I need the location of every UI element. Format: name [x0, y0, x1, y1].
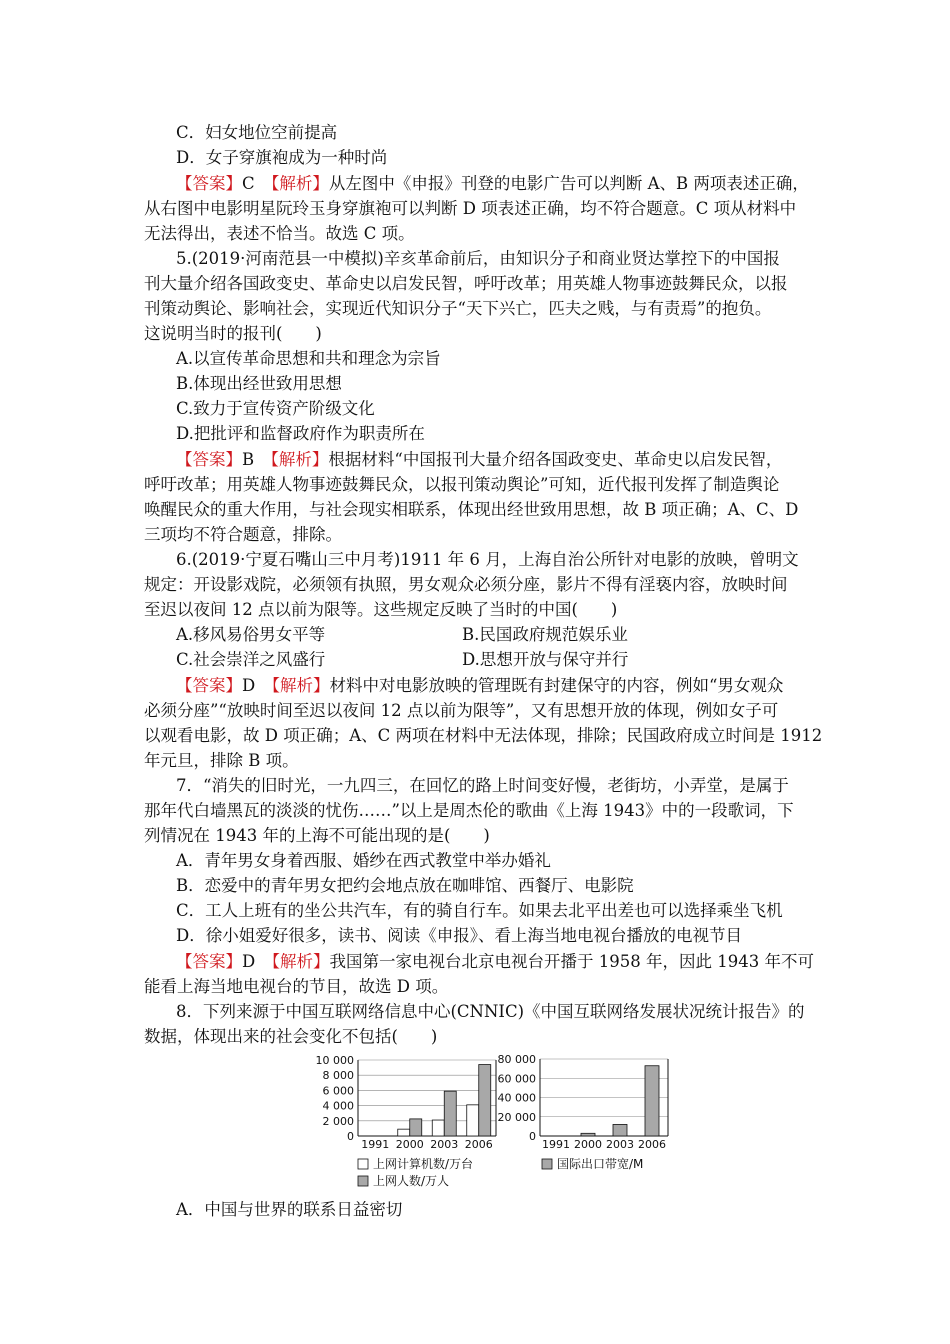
question-7-stem: 那年代白墙黑瓦的淡淡的忧伤……”以上是周杰伦的歌曲《上海 1943》中的一段歌词，下	[144, 801, 794, 820]
analysis-text: 无法得出，表述不恰当。故选 C 项。	[144, 224, 415, 243]
analysis-tag: 【解析】	[270, 450, 329, 469]
q4-option-c: C．妇女地位空前提高	[176, 123, 338, 142]
y-tick-label: 10 000	[315, 1054, 354, 1067]
analysis-text: 唤醒民众的重大作用，与社会现实相联系，体现出经世致用思想，故 B 项正确；A、C、D	[144, 500, 799, 519]
answer-value: C	[242, 174, 255, 193]
question-5-stem: 5.(2019·河南范县一中模拟)辛亥革命前后，由知识分子和商业贤达掌控下的中国报	[176, 249, 780, 268]
x-tick-label: 2006	[638, 1138, 666, 1151]
answer-tag: 【答案】	[176, 952, 242, 971]
analysis-text: 以观看电影，故 D 项正确；A、C 两项在材料中无法体现，排除；民国政府成立时间是 1912	[144, 726, 823, 745]
analysis-text: 材料中对电影放映的管理既有封建保守的内容，例如“男女观众	[329, 676, 784, 695]
q6-option-b: B.民国政府规范娱乐业	[462, 625, 628, 644]
y-tick-label: 40 000	[497, 1091, 536, 1105]
answer-tag: 【答案】	[176, 450, 242, 469]
legend-label: 国际出口带宽/M	[557, 1157, 644, 1171]
y-tick-label: 6 000	[322, 1084, 354, 1098]
question-6-stem: 至迟以夜间 12 点以前为限等。这些规定反映了当时的中国( )	[144, 600, 618, 619]
question-5-stem: 这说明当时的报刊( )	[144, 324, 322, 343]
answer-tag: 【答案】	[176, 174, 242, 193]
analysis-text: 三项均不符合题意，排除。	[144, 525, 342, 544]
x-tick-label: 2000	[395, 1138, 424, 1151]
bar	[467, 1105, 479, 1136]
x-tick-label: 2006	[464, 1138, 493, 1151]
x-tick-label: 2000	[574, 1138, 602, 1151]
legend-swatch	[542, 1159, 552, 1169]
q6-option-a: A.移风易俗男女平等	[176, 625, 326, 644]
q4-option-d: D．女子穿旗袍成为一种时尚	[176, 148, 388, 167]
question-8-stem: 数据，体现出来的社会变化不包括( )	[144, 1027, 438, 1046]
q6-option-c: C.社会崇洋之风盛行	[176, 650, 326, 669]
q5-option-c: C.致力于宣传资产阶级文化	[176, 399, 375, 418]
analysis-text: 必须分座”“放映时间至迟以夜间 12 点以前为限等”，又有思想开放的体现，例如女子可	[144, 701, 779, 720]
analysis-tag: 【解析】	[271, 952, 330, 971]
question-5-stem: 刊大量介绍各国政变史、革命史以启发民智，呼吁改革；用英雄人物事迹鼓舞民众，以报	[144, 274, 788, 293]
q4-answer-line	[176, 174, 809, 194]
y-tick-label: 60 000	[497, 1072, 536, 1086]
question-8-stem: 8．下列来源于中国互联网络信息中心(CNNIC)《中国互联网络发展状况统计报告》的	[176, 1002, 805, 1021]
y-tick-label: 20 000	[497, 1110, 536, 1124]
question-6-stem: 规定：开设影戏院，必须领有执照，男女观众必须分座，影片不得有淫亵内容，放映时间	[144, 575, 788, 594]
question-7-stem: 列情况在 1943 年的上海不可能出现的是( )	[144, 826, 490, 845]
q7-option-c: C．工人上班有的坐公共汽车，有的骑自行车。如果去北平出差也可以选择乘坐飞机	[176, 901, 783, 920]
legend-label: 上网人数/万人	[373, 1174, 450, 1188]
q7-option-b: B．恋爱中的青年男女把约会地点放在咖啡馆、西餐厅、电影院	[176, 876, 634, 895]
bar	[410, 1119, 422, 1136]
legend-label: 上网计算机数/万台	[373, 1157, 474, 1171]
question-7-stem: 7．“消失的旧时光，一九四三，在回忆的路上时间变好慢，老街坊，小弄堂，是属于	[176, 776, 789, 795]
x-tick-label: 1991	[542, 1138, 570, 1151]
y-tick-label: 80 000	[497, 1053, 536, 1066]
y-tick-label: 0	[529, 1130, 536, 1143]
q7-answer-line	[176, 952, 814, 972]
analysis-tag: 【解析】	[271, 676, 330, 695]
analysis-text: 年元旦，排除 B 项。	[144, 751, 299, 770]
analysis-text: 我国第一家电视台北京电视台开播于 1958 年，因此 1943 年不可	[329, 952, 814, 971]
q7-option-a: A．青年男女身着西服、婚纱在西式教堂中举办婚礼	[176, 851, 551, 870]
q5-answer-line	[176, 450, 782, 470]
x-tick-label: 1991	[361, 1138, 390, 1151]
bar	[444, 1091, 456, 1136]
analysis-tag: 【解析】	[271, 174, 329, 193]
answer-value: D	[242, 952, 256, 971]
bar	[432, 1120, 444, 1136]
bar	[398, 1129, 410, 1136]
q5-option-d: D.把批评和监督政府作为职责所在	[176, 424, 425, 443]
q7-option-d: D．徐小姐爱好很多，读书、阅读《申报》、看上海当地电视台播放的电视节目	[176, 926, 742, 945]
analysis-text: 呼吁改革；用英雄人物事迹鼓舞民众，以报刊策动舆论”可知，近代报刊发挥了制造舆论	[144, 475, 780, 494]
bar	[645, 1066, 659, 1136]
y-tick-label: 0	[347, 1130, 354, 1143]
answer-tag: 【答案】	[176, 676, 242, 695]
chart-bandwidth	[497, 1050, 678, 1200]
x-tick-label: 2003	[430, 1138, 459, 1151]
bar	[613, 1124, 627, 1136]
legend-swatch	[358, 1159, 368, 1169]
q6-answer-line	[176, 676, 783, 696]
answer-value: D	[242, 676, 256, 695]
q8-option-a: A．中国与世界的联系日益密切	[176, 1200, 403, 1219]
q5-option-a: A.以宣传革命思想和共和理念为宗旨	[176, 349, 441, 368]
y-tick-label: 4 000	[322, 1099, 354, 1113]
question-6-stem: 6.(2019·宁夏石嘴山三中月考)1911 年 6 月，上海自治公所针对电影的放映，曾明文	[176, 550, 799, 569]
q6-option-d: D.思想开放与保守并行	[462, 650, 629, 669]
answer-value: B	[242, 450, 255, 469]
q5-option-b: B.体现出经世致用思想	[176, 374, 342, 393]
analysis-text: 根据材料“中国报刊大量介绍各国政变史、革命史以启发民智，	[328, 450, 783, 469]
analysis-text: 能看上海当地电视台的节目，故选 D 项。	[144, 977, 449, 996]
analysis-text: 从左图中《申报》刊登的电影广告可以判断 A、B 两项表述正确，	[328, 174, 809, 193]
chart-internet-users	[315, 1050, 503, 1200]
bar	[479, 1065, 491, 1136]
x-tick-label: 2003	[606, 1138, 634, 1151]
question-5-stem: 刊策动舆论、影响社会，实现近代知识分子“天下兴亡，匹夫之贱，与有责焉”的抱负。	[144, 299, 772, 318]
y-tick-label: 8 000	[322, 1069, 354, 1083]
bar	[581, 1133, 595, 1136]
analysis-text: 从右图中电影明星阮玲玉身穿旗袍可以判断 D 项表述正确，均不符合题意。C 项从材料中	[144, 199, 797, 218]
legend-swatch	[358, 1176, 368, 1186]
y-tick-label: 2 000	[322, 1114, 354, 1128]
